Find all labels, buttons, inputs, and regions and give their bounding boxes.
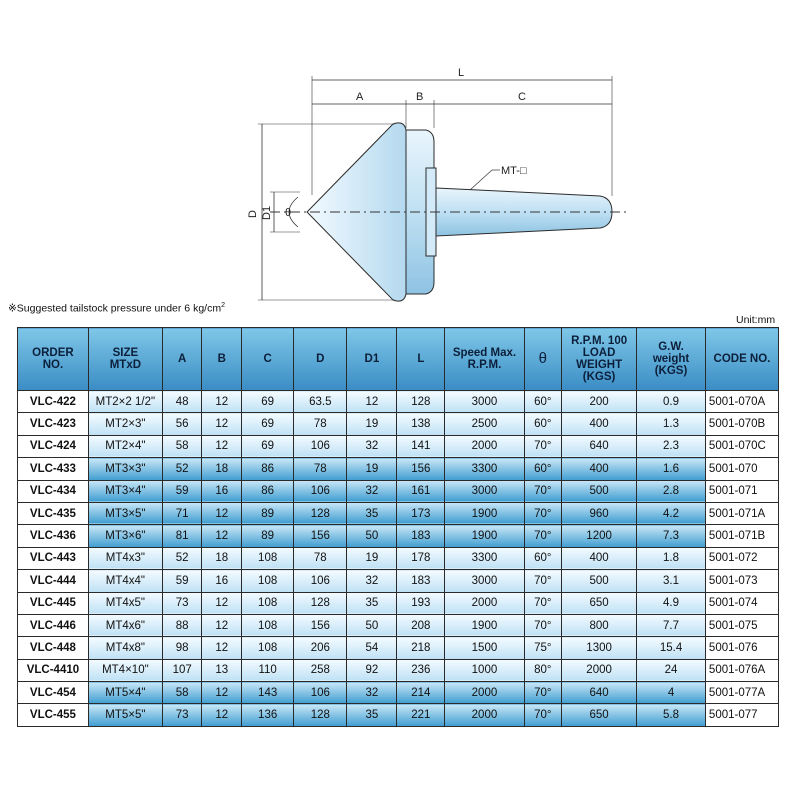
header-d: D bbox=[294, 328, 347, 391]
cell-d1: 19 bbox=[347, 413, 397, 435]
cell-d1: 19 bbox=[347, 547, 397, 569]
cell-order: VLC-446 bbox=[18, 614, 89, 636]
cell-b: 12 bbox=[202, 413, 242, 435]
cell-d: 78 bbox=[294, 413, 347, 435]
cell-code: 5001-074 bbox=[705, 592, 778, 614]
cell-gw: 7.3 bbox=[637, 525, 706, 547]
cell-size: MT3×6" bbox=[88, 525, 162, 547]
header-load: R.P.M. 100 LOAD WEIGHT (KGS) bbox=[562, 328, 637, 391]
cell-order: VLC-422 bbox=[18, 391, 89, 413]
cell-order: VLC-435 bbox=[18, 502, 89, 524]
cell-code: 5001-071B bbox=[705, 525, 778, 547]
cell-speed: 3000 bbox=[445, 570, 524, 592]
cell-l: 193 bbox=[397, 592, 445, 614]
cell-b: 16 bbox=[202, 480, 242, 502]
table-row bbox=[18, 413, 779, 435]
cell-a: 48 bbox=[162, 391, 202, 413]
cell-gw: 4.2 bbox=[637, 502, 706, 524]
cell-load: 650 bbox=[562, 704, 637, 726]
cell-b: 12 bbox=[202, 525, 242, 547]
cell-speed: 3300 bbox=[445, 458, 524, 480]
cell-size: MT2×4" bbox=[88, 435, 162, 457]
cell-l: 173 bbox=[397, 502, 445, 524]
cell-theta: 60° bbox=[524, 458, 562, 480]
cell-gw: 1.6 bbox=[637, 458, 706, 480]
cell-size: MT4×10" bbox=[88, 659, 162, 681]
cell-c: 86 bbox=[242, 458, 294, 480]
cell-theta: 70° bbox=[524, 480, 562, 502]
cell-l: 128 bbox=[397, 391, 445, 413]
table-row bbox=[18, 614, 779, 636]
cell-code: 5001-071A bbox=[705, 502, 778, 524]
unit-label: Unit:mm bbox=[736, 314, 776, 326]
cell-gw: 2.8 bbox=[637, 480, 706, 502]
cell-b: 12 bbox=[202, 637, 242, 659]
cell-a: 98 bbox=[162, 637, 202, 659]
cell-a: 52 bbox=[162, 458, 202, 480]
cell-load: 400 bbox=[562, 458, 637, 480]
header-row bbox=[18, 328, 779, 391]
label-d1: D1 bbox=[261, 205, 273, 220]
label-c: C bbox=[518, 91, 526, 103]
cell-order: VLC-445 bbox=[18, 592, 89, 614]
spec-table bbox=[17, 327, 779, 727]
cell-speed: 3000 bbox=[445, 480, 524, 502]
header-a: A bbox=[162, 328, 202, 391]
cell-l: 236 bbox=[397, 659, 445, 681]
cell-d1: 32 bbox=[347, 480, 397, 502]
cell-c: 110 bbox=[242, 659, 294, 681]
cell-gw: 4 bbox=[637, 682, 706, 704]
cell-b: 12 bbox=[202, 704, 242, 726]
table-row bbox=[18, 502, 779, 524]
cell-speed: 1900 bbox=[445, 614, 524, 636]
cell-gw: 15.4 bbox=[637, 637, 706, 659]
cell-d1: 92 bbox=[347, 659, 397, 681]
cell-code: 5001-072 bbox=[705, 547, 778, 569]
cell-d: 78 bbox=[294, 458, 347, 480]
cell-c: 69 bbox=[242, 391, 294, 413]
cell-d1: 54 bbox=[347, 637, 397, 659]
header-speed: Speed Max. R.P.M. bbox=[445, 328, 524, 391]
pressure-note bbox=[8, 302, 225, 315]
cell-gw: 7.7 bbox=[637, 614, 706, 636]
cell-order: VLC-448 bbox=[18, 637, 89, 659]
header-gw: G.W. weight (KGS) bbox=[637, 328, 706, 391]
cell-d: 128 bbox=[294, 502, 347, 524]
cell-d1: 32 bbox=[347, 435, 397, 457]
pressure-note-text: ※Suggested tailstock pressure under 6 kg/cm bbox=[8, 302, 222, 315]
cell-order: VLC-4410 bbox=[18, 659, 89, 681]
header-c: C bbox=[242, 328, 294, 391]
cell-code: 5001-070B bbox=[705, 413, 778, 435]
cell-a: 73 bbox=[162, 704, 202, 726]
cell-code: 5001-070 bbox=[705, 458, 778, 480]
cell-l: 138 bbox=[397, 413, 445, 435]
cell-size: MT3×5" bbox=[88, 502, 162, 524]
cell-a: 88 bbox=[162, 614, 202, 636]
cell-a: 52 bbox=[162, 547, 202, 569]
cell-a: 59 bbox=[162, 480, 202, 502]
header-theta: θ bbox=[524, 328, 562, 391]
table-row bbox=[18, 570, 779, 592]
cell-order: VLC-433 bbox=[18, 458, 89, 480]
cell-gw: 1.8 bbox=[637, 547, 706, 569]
cell-theta: 80° bbox=[524, 659, 562, 681]
table-row bbox=[18, 704, 779, 726]
cell-size: MT5×5" bbox=[88, 704, 162, 726]
cell-d: 63.5 bbox=[294, 391, 347, 413]
cell-c: 136 bbox=[242, 704, 294, 726]
cell-d: 156 bbox=[294, 614, 347, 636]
pressure-note-sup: 2 bbox=[221, 302, 225, 309]
cell-d: 156 bbox=[294, 525, 347, 547]
cell-b: 12 bbox=[202, 391, 242, 413]
cell-theta: 70° bbox=[524, 682, 562, 704]
cell-d1: 32 bbox=[347, 570, 397, 592]
cell-c: 89 bbox=[242, 525, 294, 547]
cell-size: MT4x6" bbox=[88, 614, 162, 636]
cell-order: VLC-424 bbox=[18, 435, 89, 457]
cell-load: 640 bbox=[562, 435, 637, 457]
header-l: L bbox=[397, 328, 445, 391]
cell-code: 5001-077 bbox=[705, 704, 778, 726]
cell-c: 108 bbox=[242, 614, 294, 636]
cell-order: VLC-423 bbox=[18, 413, 89, 435]
cell-a: 56 bbox=[162, 413, 202, 435]
cell-l: 156 bbox=[397, 458, 445, 480]
cell-order: VLC-444 bbox=[18, 570, 89, 592]
cell-order: VLC-455 bbox=[18, 704, 89, 726]
cell-l: 183 bbox=[397, 570, 445, 592]
cell-d1: 12 bbox=[347, 391, 397, 413]
cell-l: 183 bbox=[397, 525, 445, 547]
cell-d1: 35 bbox=[347, 592, 397, 614]
live-center-drawing bbox=[0, 0, 800, 310]
cell-speed: 2500 bbox=[445, 413, 524, 435]
cell-d: 258 bbox=[294, 659, 347, 681]
cell-d1: 35 bbox=[347, 704, 397, 726]
cell-a: 107 bbox=[162, 659, 202, 681]
cell-load: 400 bbox=[562, 413, 637, 435]
cell-code: 5001-076 bbox=[705, 637, 778, 659]
cell-d1: 50 bbox=[347, 525, 397, 547]
cell-a: 58 bbox=[162, 435, 202, 457]
cell-size: MT2×2 1/2" bbox=[88, 391, 162, 413]
cell-speed: 1900 bbox=[445, 502, 524, 524]
cell-c: 69 bbox=[242, 435, 294, 457]
cell-c: 108 bbox=[242, 547, 294, 569]
cell-c: 69 bbox=[242, 413, 294, 435]
cell-a: 81 bbox=[162, 525, 202, 547]
header-d1: D1 bbox=[347, 328, 397, 391]
cell-a: 59 bbox=[162, 570, 202, 592]
cell-code: 5001-070C bbox=[705, 435, 778, 457]
cell-code: 5001-075 bbox=[705, 614, 778, 636]
cell-size: MT4x4" bbox=[88, 570, 162, 592]
cell-load: 640 bbox=[562, 682, 637, 704]
cell-load: 650 bbox=[562, 592, 637, 614]
cell-a: 73 bbox=[162, 592, 202, 614]
cell-size: MT2×3" bbox=[88, 413, 162, 435]
cell-size: MT4x5" bbox=[88, 592, 162, 614]
table-row bbox=[18, 525, 779, 547]
cell-speed: 3300 bbox=[445, 547, 524, 569]
cell-b: 12 bbox=[202, 682, 242, 704]
cell-gw: 0.9 bbox=[637, 391, 706, 413]
cell-gw: 5.8 bbox=[637, 704, 706, 726]
label-d: D bbox=[247, 210, 259, 218]
cell-theta: 70° bbox=[524, 614, 562, 636]
table-row bbox=[18, 659, 779, 681]
table-row bbox=[18, 458, 779, 480]
table-row bbox=[18, 637, 779, 659]
cell-theta: 60° bbox=[524, 413, 562, 435]
cell-load: 1200 bbox=[562, 525, 637, 547]
table-row bbox=[18, 682, 779, 704]
cell-order: VLC-454 bbox=[18, 682, 89, 704]
cell-c: 89 bbox=[242, 502, 294, 524]
cell-d: 128 bbox=[294, 592, 347, 614]
cell-gw: 2.3 bbox=[637, 435, 706, 457]
cell-speed: 1500 bbox=[445, 637, 524, 659]
cell-d: 106 bbox=[294, 435, 347, 457]
cell-l: 218 bbox=[397, 637, 445, 659]
cell-c: 143 bbox=[242, 682, 294, 704]
cell-size: MT3×3" bbox=[88, 458, 162, 480]
cell-size: MT3×4" bbox=[88, 480, 162, 502]
cell-c: 108 bbox=[242, 592, 294, 614]
cell-speed: 2000 bbox=[445, 592, 524, 614]
cell-l: 161 bbox=[397, 480, 445, 502]
cell-d: 128 bbox=[294, 704, 347, 726]
cell-speed: 3000 bbox=[445, 391, 524, 413]
cell-b: 12 bbox=[202, 435, 242, 457]
cell-load: 2000 bbox=[562, 659, 637, 681]
cell-b: 18 bbox=[202, 458, 242, 480]
cell-d: 106 bbox=[294, 682, 347, 704]
cell-d: 106 bbox=[294, 480, 347, 502]
table-row bbox=[18, 592, 779, 614]
header-code: CODE NO. bbox=[705, 328, 778, 391]
cell-d1: 19 bbox=[347, 458, 397, 480]
header-size: SIZE MTxD bbox=[88, 328, 162, 391]
cell-theta: 70° bbox=[524, 704, 562, 726]
cell-order: VLC-443 bbox=[18, 547, 89, 569]
cell-code: 5001-071 bbox=[705, 480, 778, 502]
cell-order: VLC-434 bbox=[18, 480, 89, 502]
cell-theta: 70° bbox=[524, 570, 562, 592]
cell-gw: 24 bbox=[637, 659, 706, 681]
cell-c: 108 bbox=[242, 637, 294, 659]
cell-theta: 70° bbox=[524, 592, 562, 614]
cell-code: 5001-073 bbox=[705, 570, 778, 592]
cell-theta: 70° bbox=[524, 502, 562, 524]
cell-theta: 60° bbox=[524, 547, 562, 569]
cell-order: VLC-436 bbox=[18, 525, 89, 547]
cell-speed: 2000 bbox=[445, 435, 524, 457]
cell-b: 12 bbox=[202, 592, 242, 614]
cell-l: 141 bbox=[397, 435, 445, 457]
cell-gw: 1.3 bbox=[637, 413, 706, 435]
cell-theta: 70° bbox=[524, 525, 562, 547]
cell-code: 5001-076A bbox=[705, 659, 778, 681]
cell-l: 214 bbox=[397, 682, 445, 704]
cell-d: 106 bbox=[294, 570, 347, 592]
cell-b: 16 bbox=[202, 570, 242, 592]
cell-speed: 2000 bbox=[445, 704, 524, 726]
cell-load: 200 bbox=[562, 391, 637, 413]
cell-d: 206 bbox=[294, 637, 347, 659]
label-theta: θ bbox=[285, 207, 292, 219]
table-row bbox=[18, 435, 779, 457]
label-l: L bbox=[458, 67, 465, 79]
cell-load: 500 bbox=[562, 480, 637, 502]
cell-d1: 35 bbox=[347, 502, 397, 524]
cell-d1: 50 bbox=[347, 614, 397, 636]
header-order: ORDER NO. bbox=[18, 328, 89, 391]
cell-load: 960 bbox=[562, 502, 637, 524]
cell-load: 800 bbox=[562, 614, 637, 636]
cell-b: 18 bbox=[202, 547, 242, 569]
cell-code: 5001-077A bbox=[705, 682, 778, 704]
cell-code: 5001-070A bbox=[705, 391, 778, 413]
cell-size: MT5×4" bbox=[88, 682, 162, 704]
cell-gw: 4.9 bbox=[637, 592, 706, 614]
cell-a: 71 bbox=[162, 502, 202, 524]
cell-b: 13 bbox=[202, 659, 242, 681]
cell-b: 12 bbox=[202, 614, 242, 636]
cell-a: 58 bbox=[162, 682, 202, 704]
cell-speed: 2000 bbox=[445, 682, 524, 704]
cell-b: 12 bbox=[202, 502, 242, 524]
cell-c: 86 bbox=[242, 480, 294, 502]
cell-size: MT4x3" bbox=[88, 547, 162, 569]
cell-gw: 3.1 bbox=[637, 570, 706, 592]
cell-l: 208 bbox=[397, 614, 445, 636]
cell-theta: 75° bbox=[524, 637, 562, 659]
cell-load: 500 bbox=[562, 570, 637, 592]
cell-theta: 70° bbox=[524, 435, 562, 457]
cell-d: 78 bbox=[294, 547, 347, 569]
cell-d1: 32 bbox=[347, 682, 397, 704]
table-row bbox=[18, 391, 779, 413]
cell-load: 400 bbox=[562, 547, 637, 569]
cell-l: 221 bbox=[397, 704, 445, 726]
table-row bbox=[18, 480, 779, 502]
header-b: B bbox=[202, 328, 242, 391]
label-mt: MT-□ bbox=[501, 165, 527, 177]
cell-l: 178 bbox=[397, 547, 445, 569]
cell-c: 108 bbox=[242, 570, 294, 592]
table-row bbox=[18, 547, 779, 569]
cell-load: 1300 bbox=[562, 637, 637, 659]
label-b: B bbox=[416, 91, 424, 103]
cell-speed: 1000 bbox=[445, 659, 524, 681]
cell-speed: 1900 bbox=[445, 525, 524, 547]
mt-leader-line bbox=[470, 170, 492, 190]
cell-theta: 60° bbox=[524, 391, 562, 413]
label-a: A bbox=[356, 91, 364, 103]
cell-size: MT4x8" bbox=[88, 637, 162, 659]
